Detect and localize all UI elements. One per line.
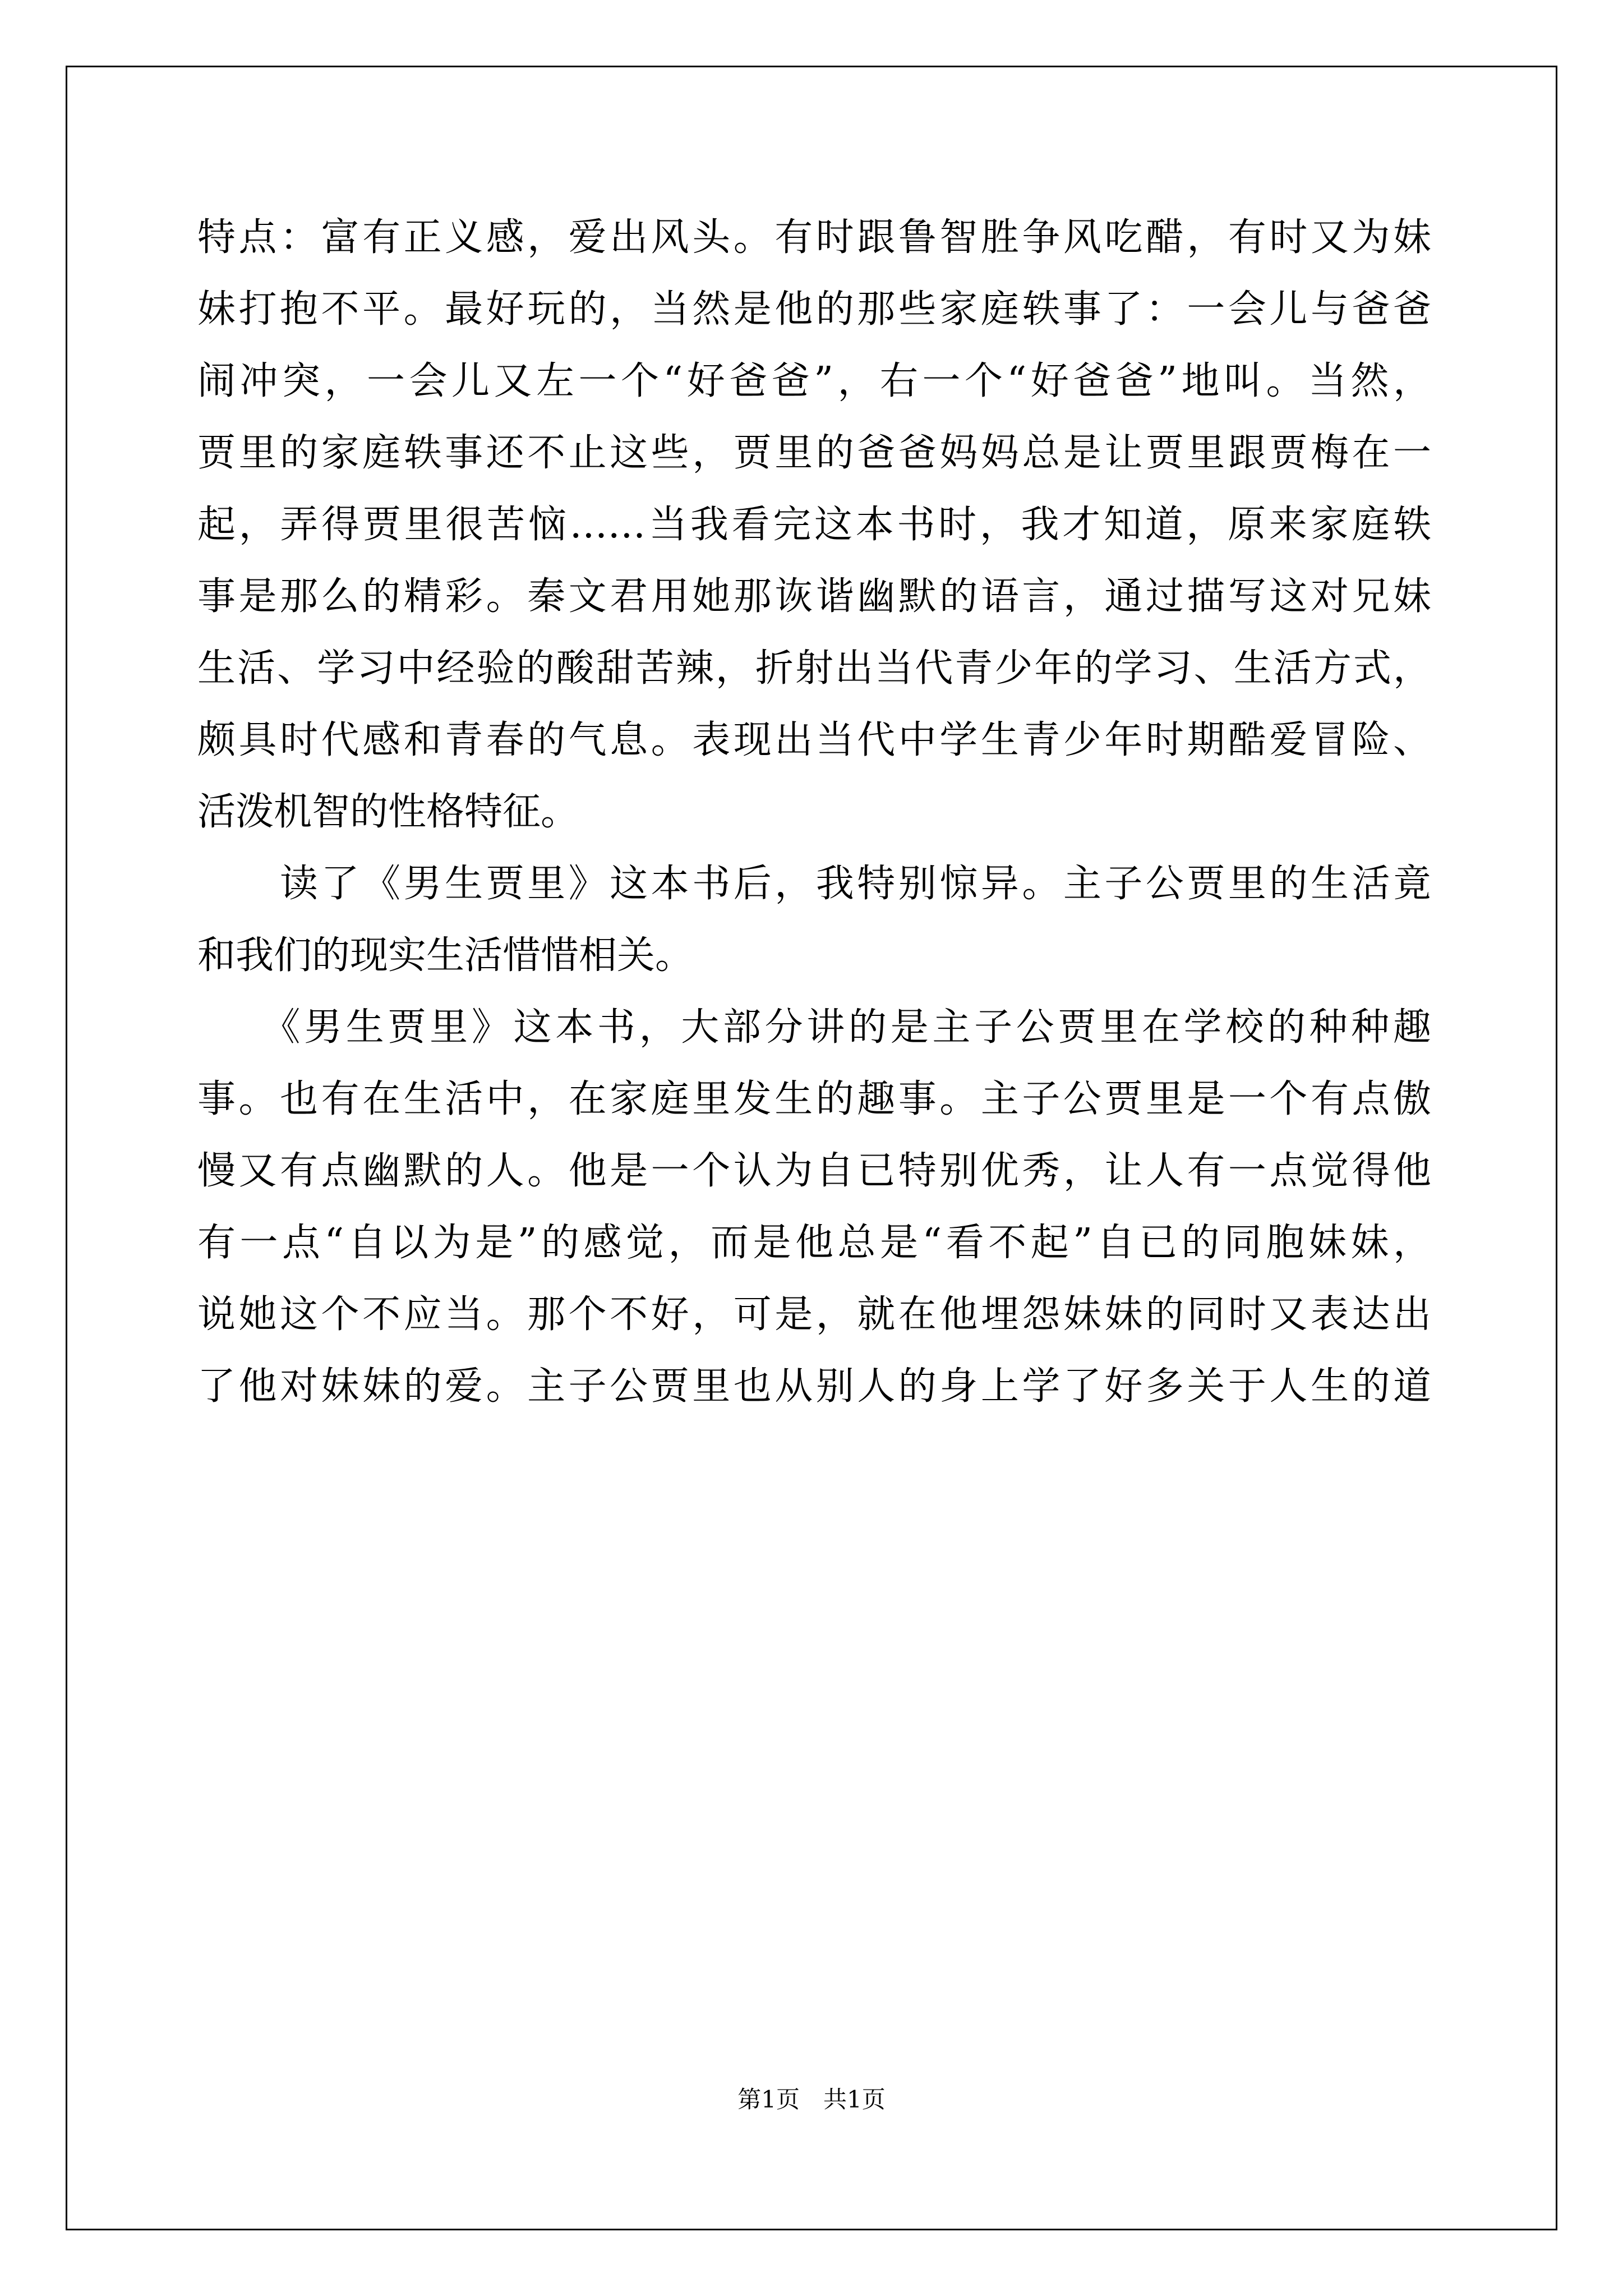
page-footer — [0, 2081, 1623, 2115]
text-line: 活泼机智的性格特征。 — [197, 790, 579, 834]
text-line: 《男生贾里》这本书，大部分讲的是主子公贾里在学校的种种趣 — [197, 1005, 1431, 1050]
text-line: 读了《男生贾里》这本书后，我特别惊异。主子公贾里的生活竟 — [197, 862, 1431, 906]
text-line: 有一点“自以为是”的感觉，而是他总是“看不起”自已的同胞妹妹， — [197, 1221, 1431, 1265]
document-body — [197, 202, 1431, 1423]
text-line: 事。也有在生活中，在家庭里发生的趣事。主子公贾里是一个有点傲 — [197, 1077, 1431, 1121]
text-line: 了他对妹妹的爱。主子公贾里也从别人的身上学了好多关于人生的道 — [197, 1364, 1431, 1409]
text-line: 和我们的现实生活惜惜相关。 — [197, 933, 694, 978]
page-number: 第1页 共1页 — [737, 2086, 886, 2113]
text-line: 生活、学习中经验的酸甜苦辣，折射出当代青少年的学习、生活方式， — [197, 646, 1431, 691]
text-line: 妹打抱不平。最好玩的，当然是他的那些家庭轶事了：一会儿与爸爸 — [197, 287, 1431, 332]
text-line: 贾里的家庭轶事还不止这些，贾里的爸爸妈妈总是让贾里跟贾梅在一 — [197, 431, 1431, 475]
text-line: 起，弄得贾里很苦恼……当我看完这本书时，我才知道，原来家庭轶 — [197, 503, 1431, 547]
text-line: 特点：富有正义感，爱出风头。有时跟鲁智胜争风吃醋，有时又为妹 — [197, 215, 1431, 260]
text-line: 颇具时代感和青春的气息。表现出当代中学生青少年时期酷爱冒险、 — [197, 718, 1431, 762]
text-line: 闹冲突，一会儿又左一个“好爸爸”，右一个“好爸爸”地叫。当然， — [197, 359, 1431, 403]
text-line: 事是那么的精彩。秦文君用她那诙谐幽默的语言，通过描写这对兄妹 — [197, 574, 1431, 619]
text-line: 说她这个不应当。那个不好，可是，就在他埋怨妹妹的同时又表达出 — [197, 1292, 1431, 1337]
text-line: 慢又有点幽默的人。他是一个认为自已特别优秀，让人有一点觉得他 — [197, 1149, 1431, 1193]
